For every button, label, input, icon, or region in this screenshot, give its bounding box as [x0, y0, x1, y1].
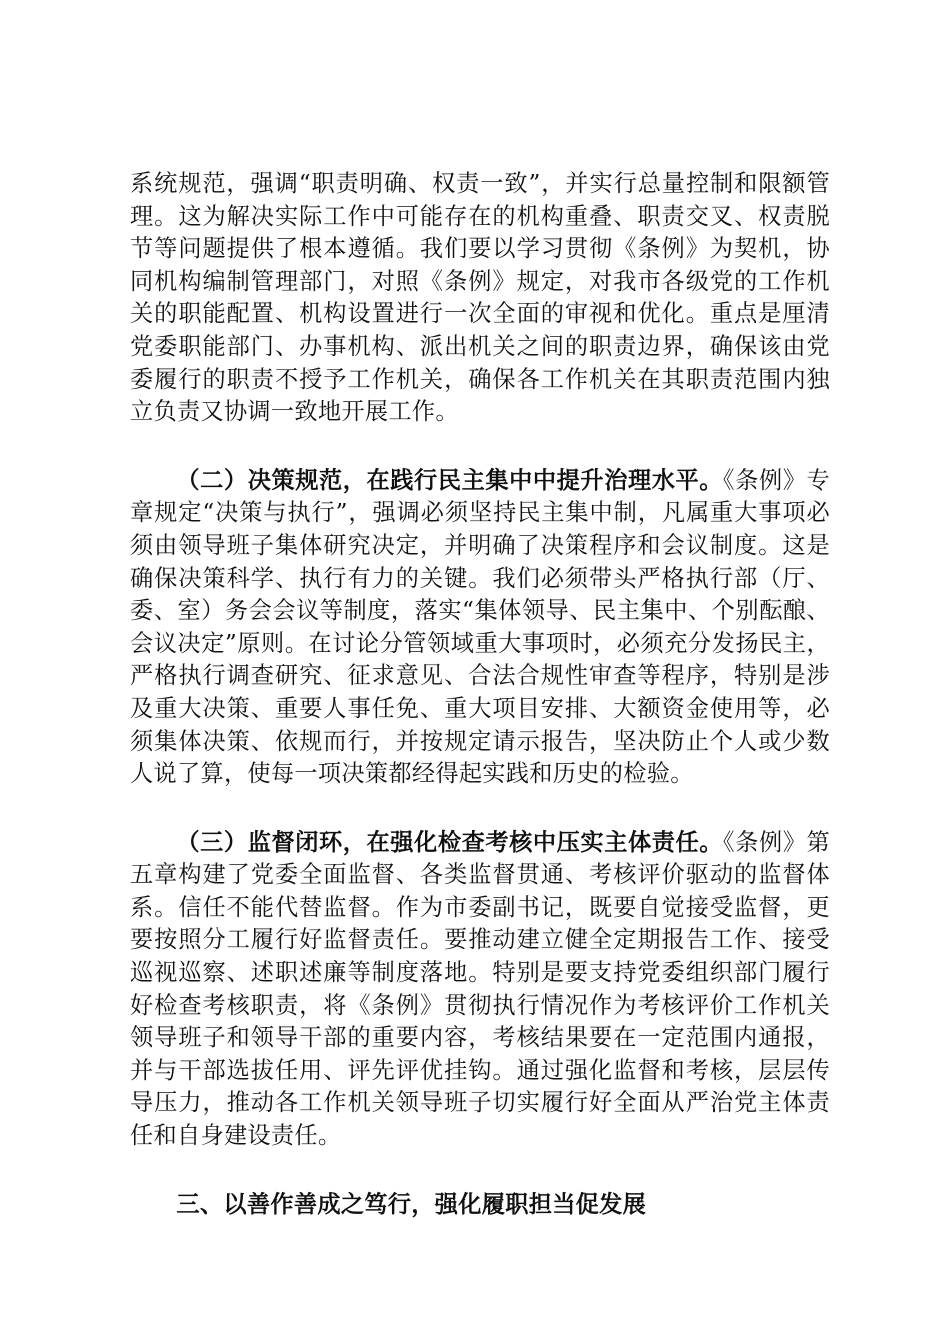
paragraph-spacer	[130, 429, 830, 465]
paragraph-body: 系统规范，强调“职责明确、权责一致”，并实行总量控制和限额管理。这为解决实际工作中可能存在的机构重叠、职责交叉、权责脱节等问题提供了根本遵循。我们要以学习贯彻《条例》为契机，协同机构编制管理部门，对照《条例》规定，对我市各级党的工作机关的职能配置、机构设置进行一次全面的审视和优化。重点是厘清党委职能部门、办事机构、派出机关之间的职责边界，确保该由党委履行的职责不授予工作机关，确保各工作机关在其职责范围内独立负责又协调一致地开展工作。	[130, 170, 830, 426]
paragraph-supervision	[130, 827, 830, 1153]
paragraph-org-structure	[130, 168, 830, 429]
document-page	[130, 168, 830, 1221]
section-heading: 三、以善作善成之笃行，强化履职担当促发展	[176, 1190, 647, 1218]
paragraph-body: 《条例》专章规定“决策与执行”，强调必须坚持民主集中制，凡属重大事项必须由领导班子集体研究决定，并明确了决策程序和会议制度。这是确保决策科学、执行有力的关键。我们必须带头严格执行部（厅、委、室）务会会议等制度，落实“集体领导、民主集中、个别酝酿、会议决定”原则。在讨论分管领域重大事项时，必须充分发扬民主，严格执行调查研究、征求意见、合法合规性审查等程序，特别是涉及重大决策、重要人事任免、重大项目安排、大额资金使用等，必须集体决策、依规而行，并按规定请示报告，坚决防止个人或少数人说了算，使每一项决策都经得起实践和历史的检验。	[130, 466, 830, 788]
paragraph-spacer	[130, 791, 830, 827]
paragraph-decision-norms	[130, 465, 830, 791]
paragraph-lead-heading: （三）监督闭环，在强化检查考核中压实主体责任。	[176, 828, 724, 856]
paragraph-body: 《条例》第五章构建了党委全面监督、各类监督贯通、考核评价驱动的监督体系。信任不能代替监督。作为市委副书记，既要自觉接受监督，更要按照分工履行好监督责任。要推动建立健全定期报告工作、接受巡视巡察、述职述廉等制度落地。特别是要支持党委组织部门履行好检查考核职责，将《条例》贯彻执行情况作为考核评价工作机关领导班子和领导干部的重要内容，考核结果要在一定范围内通报，并与干部选拔任用、评先评优挂钩。通过强化监督和考核，层层传导压力，推动各工作机关领导班子切实履行好全面从严治党主体责任和自身建设责任。	[130, 828, 830, 1150]
paragraph-lead-heading: （二）决策规范，在践行民主集中中提升治理水平。	[176, 466, 724, 494]
paragraph-spacer	[130, 1153, 830, 1189]
